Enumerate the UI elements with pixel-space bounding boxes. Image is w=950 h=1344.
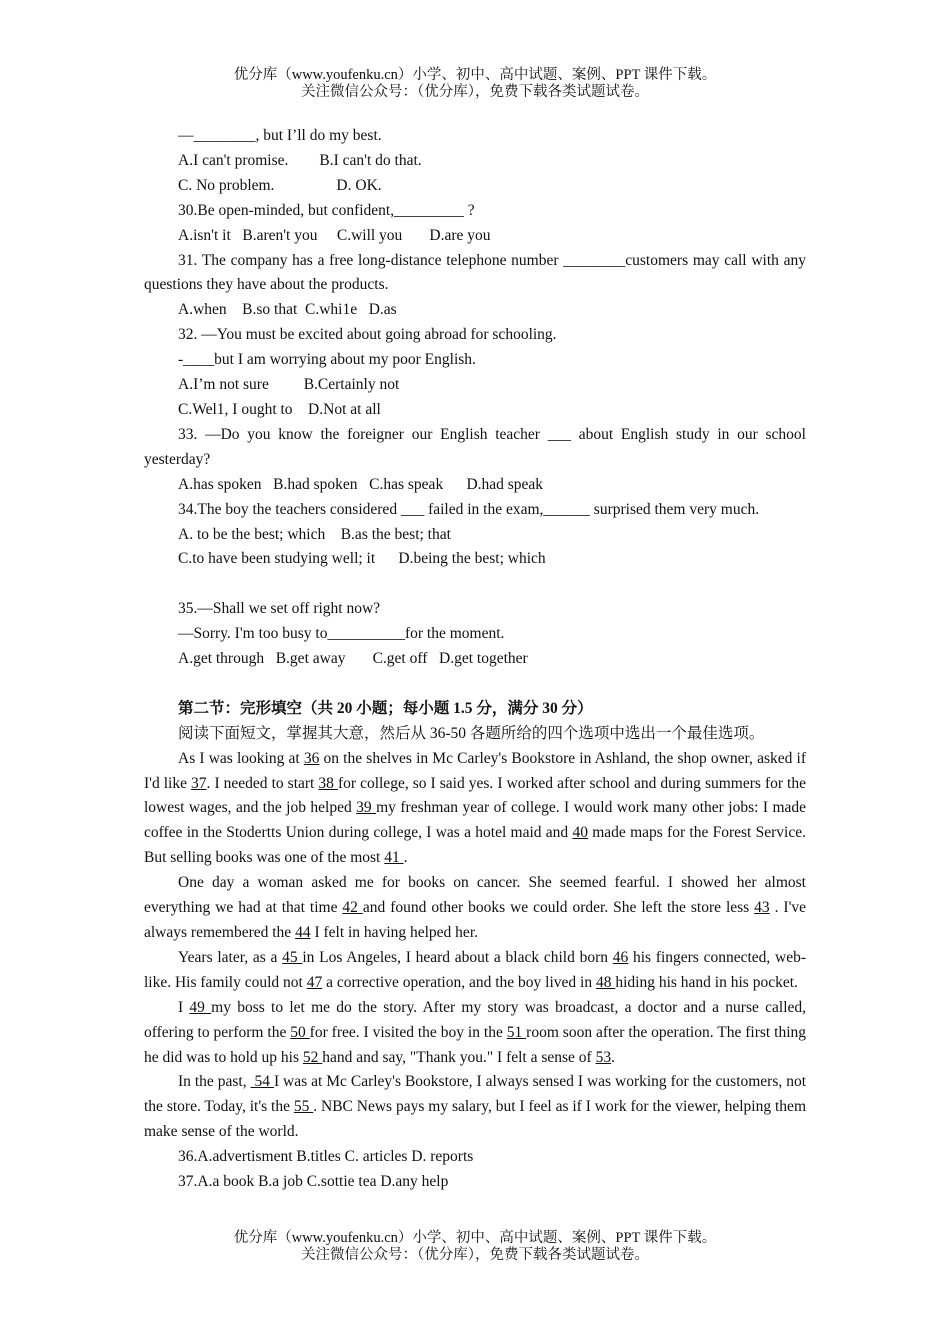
header-line-2: 关注微信公众号：（优分库），免费下载各类试题试卷。 xyxy=(301,84,649,100)
header-line-1: 优分库（www.youfenku.cn）小学、初中、高中试题、案例、PPT 课件下载。 xyxy=(233,67,717,83)
blank-40: 40 xyxy=(572,824,588,842)
blank-42: 42 xyxy=(342,899,363,917)
q33-options: A.has spoken B.had spoken C.has speak D.had speak xyxy=(178,475,544,493)
text-run: In the past, xyxy=(178,1073,251,1091)
text-run: made maps for the Forest Service. But selling books was one of the most xyxy=(144,824,806,867)
q29-options-cd: C. No problem. D. OK. xyxy=(178,176,382,194)
blank-46: 46 xyxy=(612,948,629,966)
text-run: my freshman year of college. I would work many other jobs: I made coffee in the Stodertts Union during college, I was a hotel maid and xyxy=(144,799,807,842)
q34-stem: 34.The boy the teachers considered ___ failed in the exam,______ surprised them very much. xyxy=(178,500,760,518)
q34-options-ab: A. to be the best; which B.as the best; that xyxy=(178,525,451,543)
text-run: I xyxy=(178,998,190,1016)
q33-stem: 33. —Do you know the foreigner our English teacher ___ about English study in our school yesterday? xyxy=(144,425,806,468)
blank-51: 51 xyxy=(506,1023,527,1041)
spacer xyxy=(144,672,806,697)
passage-paragraph-4 xyxy=(144,996,806,1071)
text-run: on the shelves in Mc Carley's Bookstore in Ashland, the shop owner, asked if I'd like xyxy=(144,749,806,792)
passage-paragraph-5 xyxy=(144,1070,806,1145)
blank-41: 41 xyxy=(384,849,404,867)
text-run: As I was looking at xyxy=(178,749,304,767)
q32-options-cd: C.Wel1, I ought to D.Not at all xyxy=(178,400,381,418)
blank-47: 47 xyxy=(306,973,323,991)
q35-stem: 35.—Shall we set off right now? xyxy=(178,600,381,618)
text-run: in Los Angeles, I heard about a black child born xyxy=(302,948,613,966)
text-run: his fingers connected, web-like. His family could not xyxy=(144,948,806,991)
q29-reply: —________, but I’ll do my best. xyxy=(178,127,382,144)
footer-line-2: 关注微信公众号：（优分库），免费下载各类试题试卷。 xyxy=(301,1247,649,1263)
blank-50: 50 xyxy=(290,1023,310,1041)
blank-48: 48 xyxy=(595,973,616,991)
text-run: . I've always remembered the xyxy=(144,899,806,941)
text-run: I felt in having helped her. xyxy=(310,923,478,941)
footer-line-1: 优分库（www.youfenku.cn）小学、初中、高中试题、案例、PPT 课件下载。 xyxy=(233,1230,717,1246)
text-run: a corrective operation, and the boy lived in xyxy=(322,973,596,991)
blank-53: 53 xyxy=(595,1048,612,1066)
q35-reply: —Sorry. I'm too busy to__________for the moment. xyxy=(178,625,505,643)
text-run: . xyxy=(403,849,408,867)
q32-stem: 32. —You must be excited about going abroad for schooling. xyxy=(178,326,557,344)
blank-45: 45 xyxy=(282,948,303,966)
blank-44: 44 xyxy=(295,923,311,941)
blank-36: 36 xyxy=(303,749,320,767)
blank-43: 43 xyxy=(754,899,770,917)
passage-paragraph-3 xyxy=(144,946,806,996)
spacer xyxy=(144,572,806,597)
q32-options-ab: A.I’m not sure B.Certainly not xyxy=(178,376,400,394)
document-body xyxy=(144,124,806,1195)
text-run: I was at Mc Carley's Bookstore, I always sensed I was working for the customers, not the store. Today, it's the xyxy=(144,1073,807,1116)
q32-reply: -____but I am worrying about my poor English. xyxy=(178,351,476,369)
page-header xyxy=(0,67,950,101)
text-run: and found other books we could order. She left the store less xyxy=(362,899,755,917)
passage-paragraph-2 xyxy=(144,871,806,946)
q30-options: A.isn't it B.aren't you C.will you D.are you xyxy=(178,226,491,244)
text-run: hand and say, "Thank you." I felt a sense of xyxy=(322,1048,596,1066)
page-footer xyxy=(0,1230,950,1264)
q31-options: A.when B.so that C.whi1e D.as xyxy=(178,301,397,319)
text-run: . NBC News pays my salary, but I feel as if I work for the viewer, helping them make sense of the world. xyxy=(144,1098,806,1141)
text-run: for free. I visited the boy in the xyxy=(309,1023,507,1041)
blank-55: 55 xyxy=(293,1098,314,1116)
q34-options-cd: C.to have been studying well; it D.being the best; which xyxy=(178,550,546,568)
text-run: my boss to let me do the story. After my story was broadcast, a doctor and a nurse called, offering to perform the xyxy=(144,998,806,1041)
blank-39: 39 xyxy=(356,799,377,817)
blank-52: 52 xyxy=(302,1048,323,1066)
text-run: Years later, as a xyxy=(178,948,283,966)
blank-54: 54 xyxy=(250,1073,274,1091)
passage-paragraph-1 xyxy=(144,747,806,872)
q30-stem: 30.Be open-minded, but confident,_________ ? xyxy=(178,201,475,219)
text-run: for college, so I said yes. I worked after school and during summers for the lowest wages, and the job helped xyxy=(144,774,806,817)
text-run: One day a woman asked me for books on cancer. She seemed fearful. I showed her almost everything we had at that time xyxy=(144,874,806,917)
q31-stem: 31. The company has a free long-distance telephone number ________customers may call with any questions they have about the products. xyxy=(144,251,806,294)
text-run: hiding his hand in his pocket. xyxy=(615,973,798,991)
blank-37: 37 xyxy=(191,774,207,792)
section-instruction: 阅读下面短文，掌握其大意，然后从 36-50 各题所给的四个选项中选出一个最佳选项。 xyxy=(178,724,765,742)
section-title: 第二节：完形填空（共 20 小题；每小题 1.5 分，满分 30 分） xyxy=(178,699,593,717)
q37-options: 37.A.a book B.a job C.sottie tea D.any help xyxy=(178,1173,449,1191)
q36-options: 36.A.advertisment B.titles C. articles D. reports xyxy=(178,1148,474,1166)
text-run: . I needed to start xyxy=(206,774,319,792)
text-run: . xyxy=(611,1048,615,1066)
blank-49: 49 xyxy=(189,998,212,1016)
text-run: room soon after the operation. The first thing he did was to hold up his xyxy=(144,1023,807,1066)
q35-options: A.get through B.get away C.get off D.get together xyxy=(178,650,528,668)
q29-options-ab: A.I can't promise. B.I can't do that. xyxy=(178,151,422,169)
blank-38: 38 xyxy=(318,774,338,792)
